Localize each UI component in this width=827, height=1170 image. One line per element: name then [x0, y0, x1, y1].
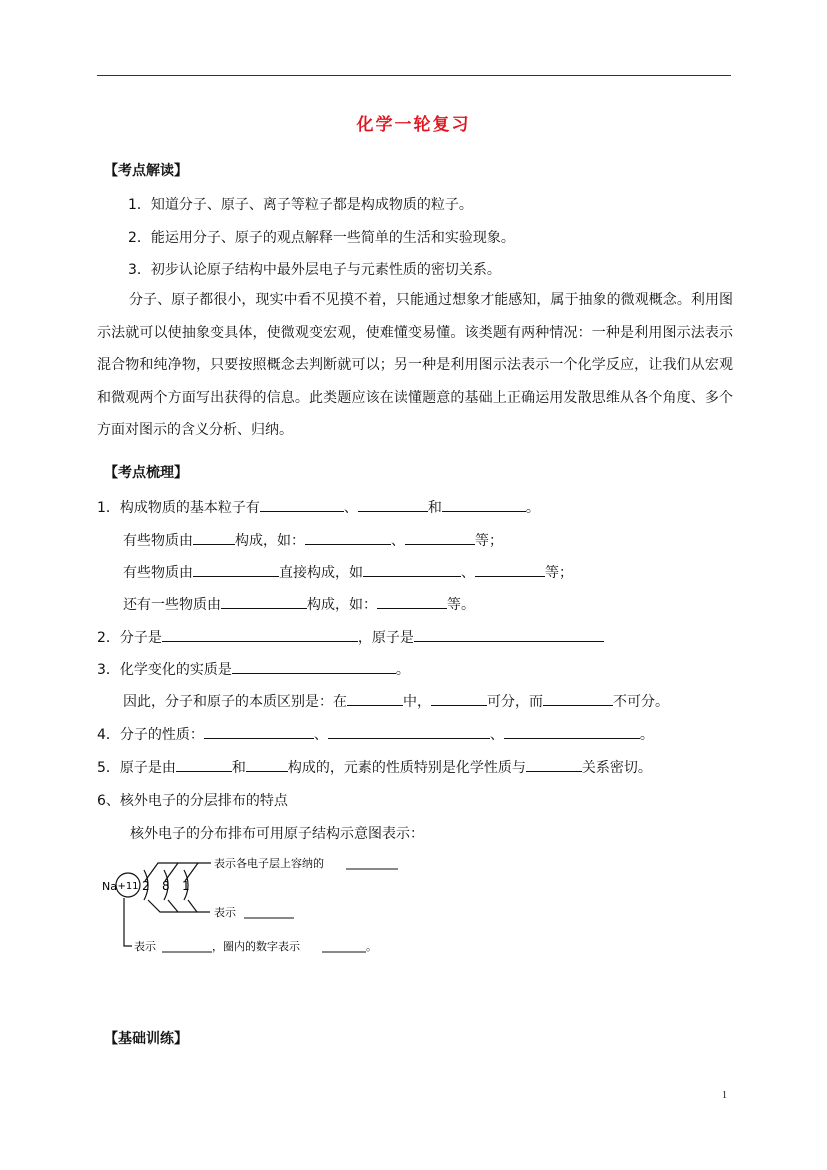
atomic-structure-diagram: [98, 850, 398, 965]
label-bottom-a: 表示: [134, 940, 156, 953]
shell-electrons-1: 2: [142, 879, 150, 893]
blank[interactable]: [347, 692, 403, 706]
question-2: 2．分子是 ，原子是: [97, 627, 604, 647]
blank[interactable]: [363, 563, 461, 577]
blank[interactable]: [246, 758, 288, 772]
question-6-intro: 核外电子的分布排布可用原子结构示意图表示：: [130, 826, 424, 842]
blank[interactable]: [475, 563, 545, 577]
pointer-top: [145, 863, 211, 881]
blank[interactable]: [526, 758, 582, 772]
pointer-mid: [148, 900, 210, 912]
page-title: 化学一轮复习: [356, 115, 471, 135]
question-6: 6、核外电子的分层排布的特点: [97, 793, 288, 809]
blank[interactable]: [193, 531, 235, 545]
question-1-sub2: 有些物质由 直接构成，如 、 等；: [123, 565, 573, 581]
blank[interactable]: [204, 725, 314, 739]
intro-paragraph: 分子、原子都很小，现实中看不见摸不着，只能通过想象才能感知，属于抽象的微观概念。利用图示法就可以使抽象变具体，使微观变宏观，使难懂变易懂。该类题有两种情况：一种是利用图示法表示混合物和纯净物，只要按照概念去判断就可以；另一种是利用图示法表示一个化学反应，让我们从宏观和微观两个方面写出获得的信息。此类题应该在读懂题意的基础上正确运用发散思维从各个角度、多个方面对图示的含义分析、归纳。: [97, 292, 733, 438]
header-rule: [97, 75, 731, 76]
blank[interactable]: [543, 692, 613, 706]
blank[interactable]: [232, 660, 396, 674]
label-bottom-c: 。: [366, 940, 377, 953]
question-1-sub1: 有些物质由 构成，如： 、 等；: [123, 533, 503, 549]
question-5: 5．原子是由 和 构成的，元素的性质特别是化学性质与 关系密切。: [97, 760, 652, 776]
question-3-sub1: 因此，分子和原子的本质区别是：在 中， 可分，而 不可分。: [123, 694, 669, 710]
nucleus-charge: +11: [117, 881, 139, 892]
label-mid: 表示: [214, 906, 236, 919]
blank[interactable]: [260, 498, 344, 512]
pointer-bottom: [124, 898, 132, 946]
page-number: 1: [722, 1090, 727, 1101]
blank[interactable]: [193, 563, 279, 577]
pointer-mid-b: [168, 900, 178, 912]
pointer-top-c: [185, 863, 198, 881]
blank[interactable]: [405, 531, 475, 545]
blank[interactable]: [221, 595, 307, 609]
point-2: 2．能运用分子、原子的观点解释一些简单的生活和实验现象。: [128, 230, 515, 246]
blank[interactable]: [305, 531, 391, 545]
question-4: 4．分子的性质： 、 、 。: [97, 727, 654, 743]
pointer-top-b: [165, 863, 178, 881]
section-heading-training: 【基础训练】: [104, 1031, 188, 1047]
pointer-mid-c: [188, 900, 197, 912]
point-3: 3．初步认论原子结构中最外层电子与元素性质的密切关系。: [128, 262, 501, 278]
blank[interactable]: [414, 628, 604, 642]
blank[interactable]: [358, 498, 428, 512]
blank[interactable]: [431, 692, 487, 706]
blank[interactable]: [162, 628, 358, 642]
shell-electrons-2: 8: [162, 879, 170, 893]
blank[interactable]: [442, 498, 526, 512]
question-1-sub3: 还有一些物质由 构成，如： 等。: [123, 597, 475, 613]
section-heading-review: 【考点梳理】: [104, 465, 188, 481]
question-3: 3．化学变化的实质是 。: [97, 662, 410, 678]
shell-electrons-3: 1: [182, 879, 190, 893]
point-1: 1．知道分子、原子、离子等粒子都是构成物质的粒子。: [128, 197, 473, 213]
blank[interactable]: [504, 725, 640, 739]
blank[interactable]: [176, 758, 232, 772]
label-bottom-b: ，圈内的数字表示: [212, 940, 300, 953]
blank[interactable]: [377, 595, 447, 609]
element-symbol: Na: [102, 880, 117, 893]
question-1: 1．构成物质的基本粒子有 、 和 。: [97, 500, 540, 516]
label-top: 表示各电子层上容纳的: [214, 857, 324, 870]
blank[interactable]: [328, 725, 490, 739]
section-heading-interpretation: 【考点解读】: [104, 163, 188, 179]
